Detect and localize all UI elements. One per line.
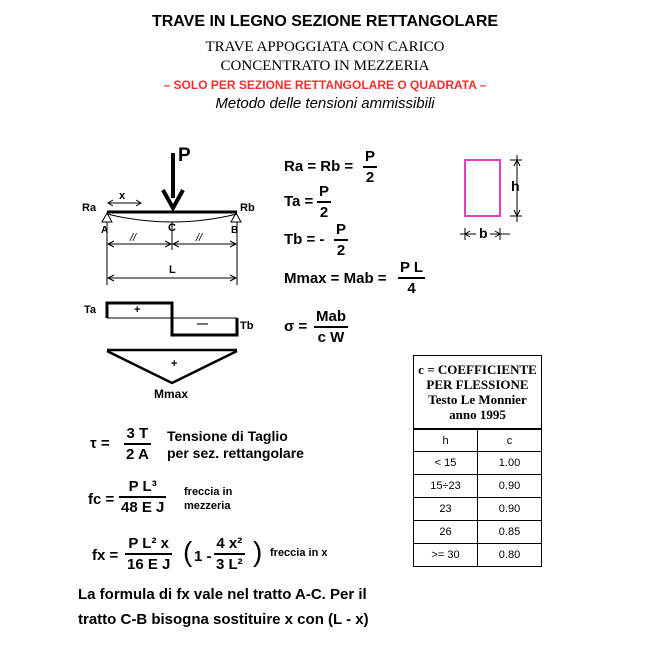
cell-c: 0.85 — [498, 526, 521, 538]
load-label: P — [178, 145, 191, 166]
fx-paren-close: ) — [253, 536, 263, 567]
cell-c: 0.90 — [498, 480, 521, 492]
tb-denominator: 2 — [336, 241, 346, 259]
cell-h: 26 — [414, 521, 478, 543]
ra-rb-denominator: 2 — [365, 168, 375, 186]
deflected-shape — [107, 214, 237, 222]
mmax-denominator: 4 — [407, 279, 416, 297]
fc-lhs: fc = — [88, 491, 115, 508]
tau-lhs: τ = — [90, 435, 110, 452]
mmax-lhs: Mmax = Mab = — [284, 270, 387, 287]
fc-fraction — [119, 478, 166, 518]
point-b-label: B — [231, 225, 239, 236]
fc-denominator: 48 E J — [121, 498, 165, 516]
tb-fraction — [334, 221, 348, 261]
shear-plus-sign: + — [134, 304, 141, 316]
fc-numerator: P L³ — [128, 478, 157, 495]
table-row — [414, 497, 541, 520]
tau-denominator: 2 A — [126, 445, 149, 463]
sigma-fraction — [314, 308, 348, 348]
warning-text: SOLO PER SEZIONE RETTANGOLARE O QUADRATA — [173, 78, 477, 92]
cell-c: 0.90 — [498, 503, 521, 515]
cell-h: >= 30 — [414, 544, 478, 566]
ta-fraction — [317, 183, 331, 223]
tau-description-2: per sez. rettangolare — [167, 445, 304, 461]
section-height-label: h — [511, 178, 520, 194]
table-row — [414, 474, 541, 497]
ra-rb-lhs: Ra = Rb = — [284, 158, 354, 175]
subtitle-line-1: TRAVE APPOGGIATA CON CARICO — [205, 39, 445, 55]
cell-h: 15÷23 — [414, 475, 478, 497]
sigma-denominator: c W — [317, 328, 345, 346]
fx-inner-numerator: 4 x² — [216, 535, 243, 552]
conclusion-line-1: La formula di fx vale nel tratto A-C. Per il — [78, 586, 367, 603]
method-label: Metodo delle tensioni ammissibili — [215, 95, 435, 112]
tau-description-1: Tensione di Taglio — [167, 428, 288, 444]
warning-dash-left: – — [163, 78, 174, 92]
cell-c: 0.80 — [498, 549, 521, 561]
fx-inner-fraction — [214, 535, 245, 575]
point-c-label: C — [168, 222, 176, 234]
sigma-lhs: σ = — [284, 318, 308, 335]
mmax-numerator: P L — [400, 259, 424, 276]
mmax-fraction — [398, 259, 425, 299]
sigma-numerator: Mab — [316, 308, 346, 325]
cell-c: 1.00 — [498, 457, 521, 469]
tb-lhs: Tb = - — [284, 231, 325, 248]
tau-fraction — [124, 425, 151, 465]
length-label: L — [169, 264, 176, 276]
fx-description: freccia in x — [270, 547, 328, 559]
page-title: TRAVE IN LEGNO SEZIONE RETTANGOLARE — [151, 13, 499, 30]
column-header-h: h — [414, 430, 478, 451]
tau-numerator: 3 T — [126, 425, 149, 442]
table-title-line: c = COEFFICIENTE — [418, 362, 537, 377]
cell-h: < 15 — [414, 452, 478, 474]
moment-plus-sign: + — [171, 358, 178, 370]
fc-description-1: freccia in — [184, 486, 233, 498]
warning-dash-right: – — [476, 78, 487, 92]
fx-lhs: fx = — [92, 547, 119, 564]
table-title-line: anno 1995 — [449, 407, 506, 422]
coefficient-table — [413, 355, 542, 567]
right-support-label: Rb — [240, 202, 255, 214]
shear-diagram — [107, 303, 237, 335]
tb-numerator: P — [336, 221, 347, 238]
table-row — [414, 520, 541, 543]
conclusion-line-2: tratto C-B bisogna sostituire x con (L - x) — [78, 611, 369, 628]
ta-denominator: 2 — [319, 203, 329, 221]
equal-mark-left: // — [130, 232, 137, 244]
ta-numerator: P — [319, 183, 330, 200]
table-header-row — [414, 430, 541, 451]
fx-denominator: 16 E J — [127, 555, 171, 573]
fx-numerator: P L² x — [128, 535, 169, 552]
point-a-label: A — [101, 225, 109, 236]
ra-rb-numerator: P — [365, 148, 376, 165]
fc-description-2: mezzeria — [184, 500, 231, 512]
moment-label: Mmax — [154, 387, 189, 401]
shear-left-label: Ta — [84, 304, 97, 316]
fx-one-minus: 1 - — [194, 548, 212, 565]
section-width-label: b — [479, 225, 488, 241]
fx-paren-open: ( — [183, 536, 193, 567]
cross-section — [465, 160, 500, 216]
equal-mark-right: // — [196, 232, 203, 244]
left-support-label: Ra — [82, 202, 97, 214]
shear-right-label: Tb — [240, 320, 254, 332]
ta-lhs: Ta = — [284, 193, 314, 210]
table-title — [414, 356, 541, 430]
table-title-line: PER FLESSIONE — [426, 377, 529, 392]
cell-h: 23 — [414, 498, 478, 520]
column-header-c: c — [506, 434, 513, 447]
table-row — [414, 543, 541, 566]
x-label: x — [119, 190, 126, 202]
ra-rb-fraction — [363, 148, 377, 188]
table-title-line: Testo Le Monnier — [428, 392, 527, 407]
subtitle-line-2: CONCENTRATO IN MEZZERIA — [220, 58, 430, 74]
fx-inner-denominator: 3 L² — [216, 555, 243, 573]
table-row — [414, 451, 541, 474]
fx-fraction — [125, 535, 172, 575]
shear-minus-sign: — — [197, 318, 208, 330]
